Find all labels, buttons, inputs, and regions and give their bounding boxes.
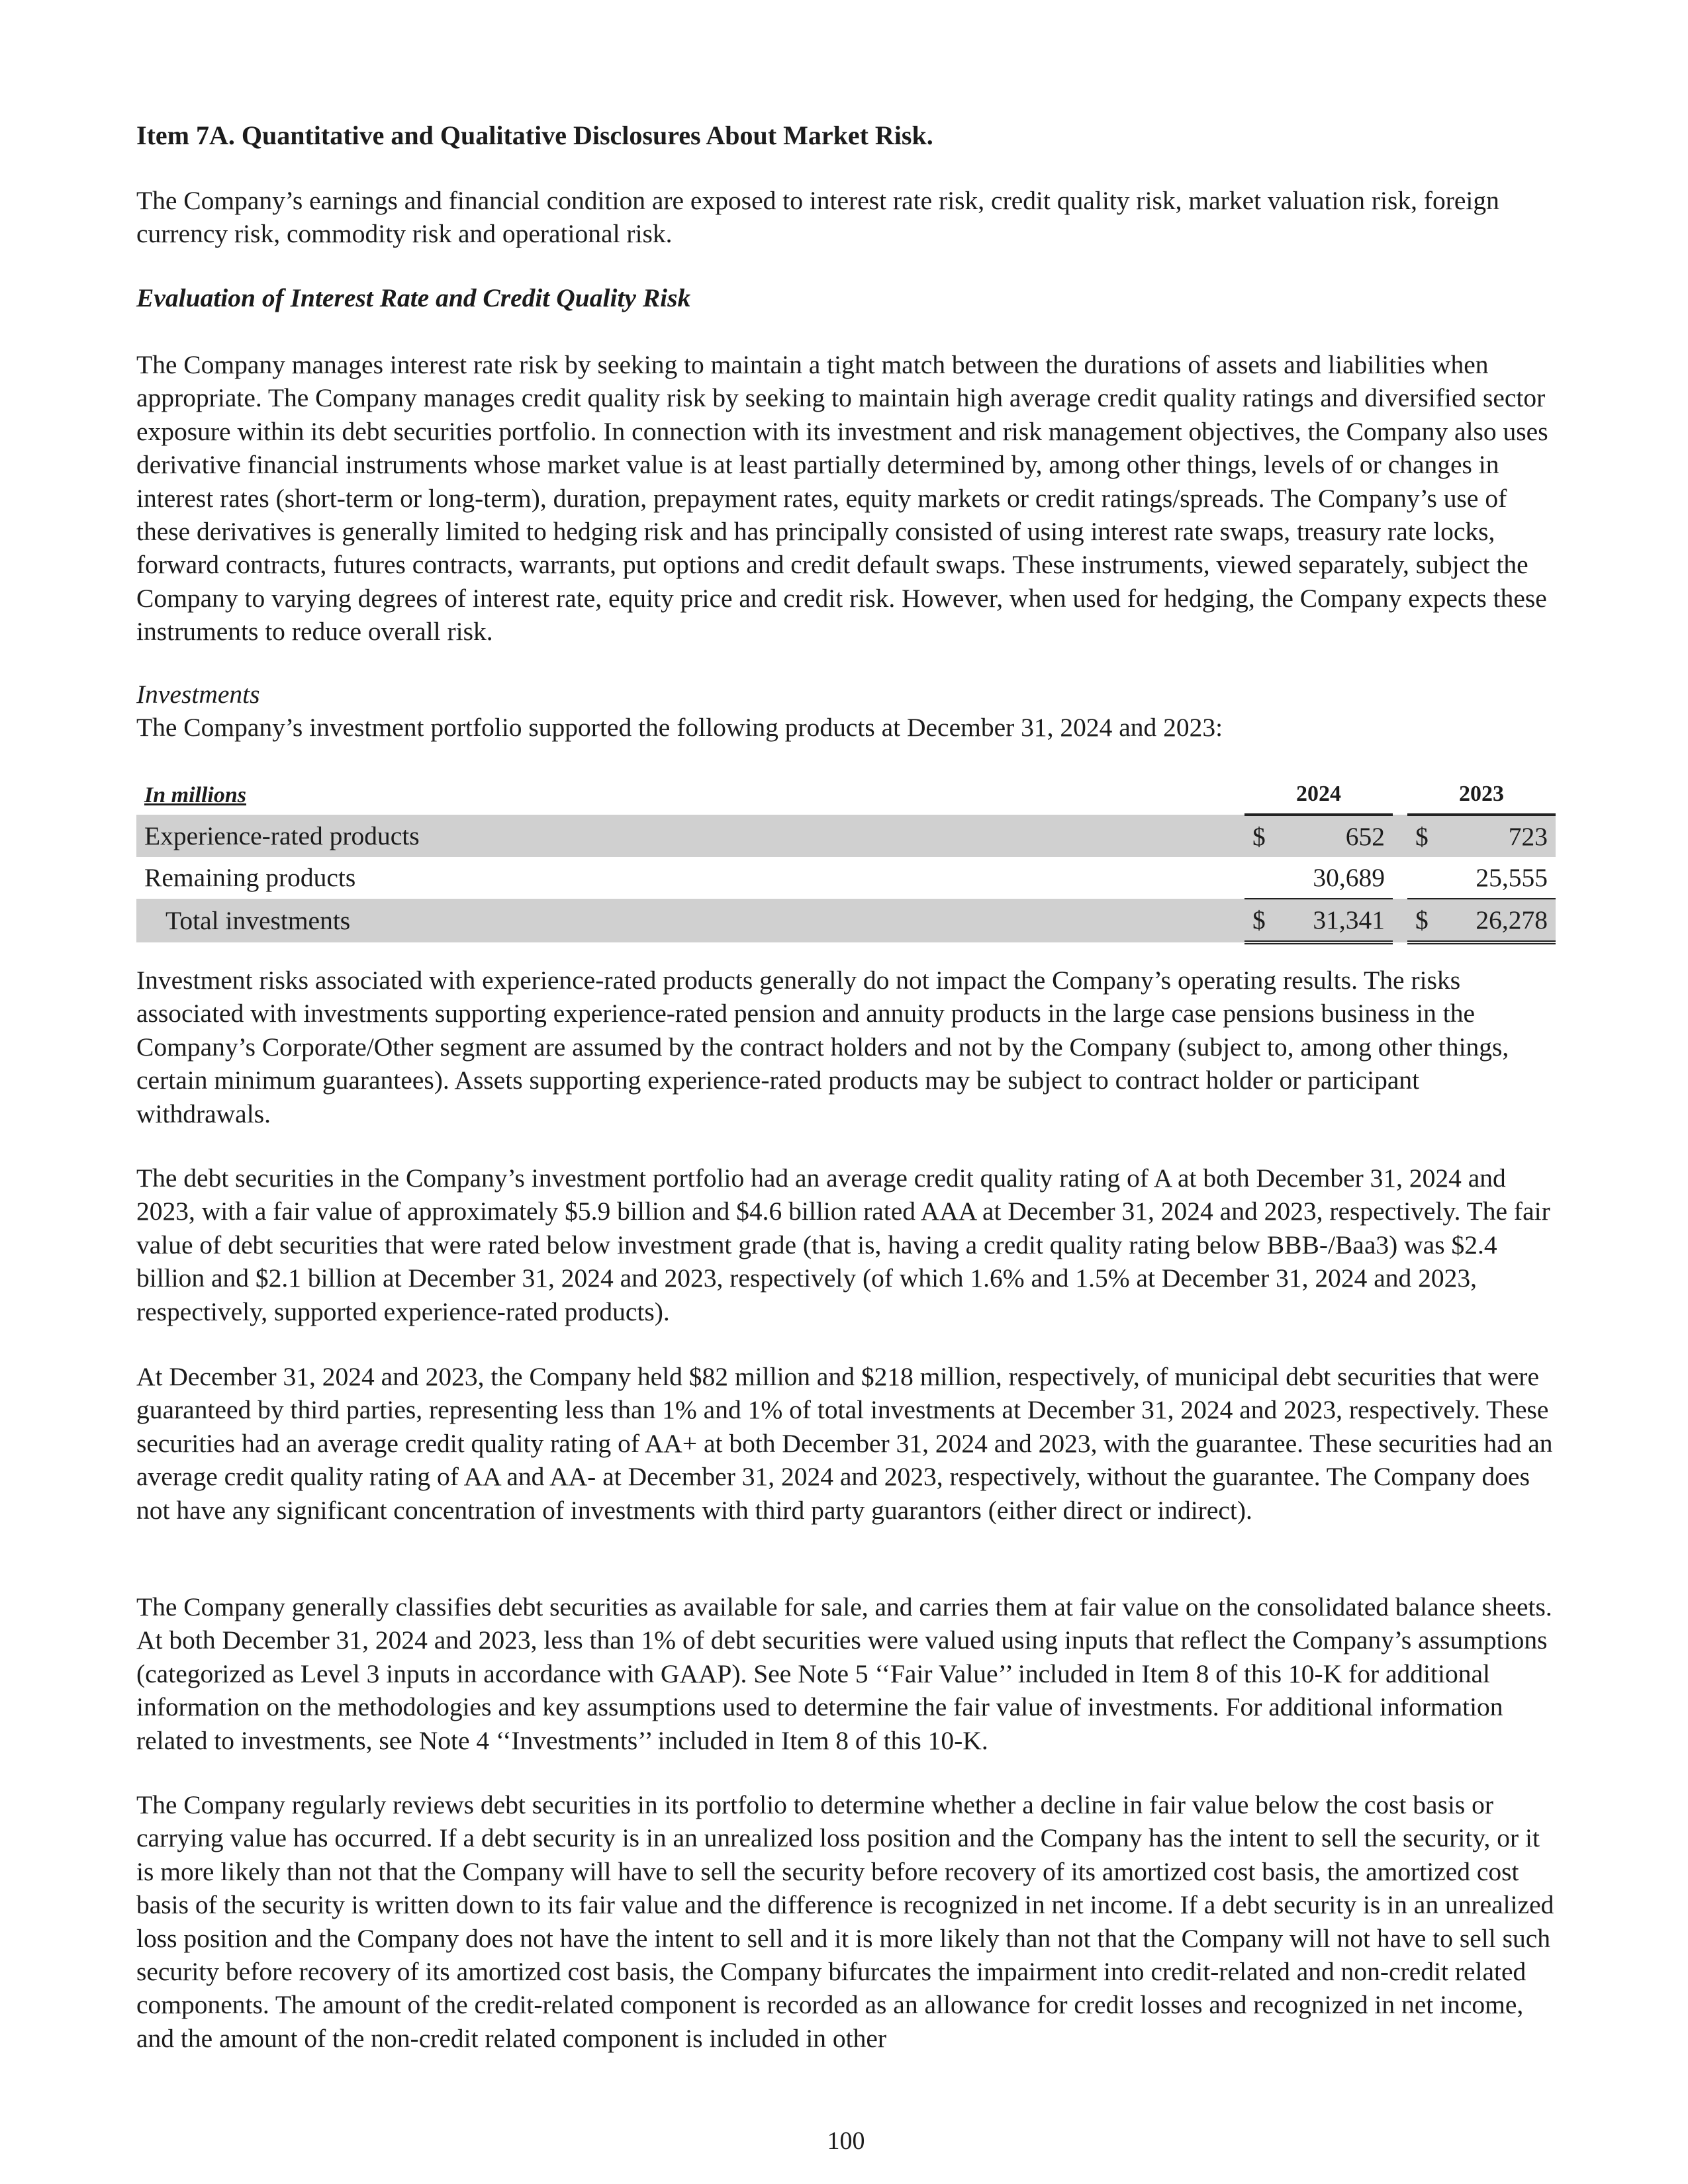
debt-securities-paragraph: The debt securities in the Company’s investment portfolio had an average credit quality rating of A at both December 31, 2024 and 2023, with a fair value of approximately $5.9 billion and $4.6 billion rated AAA at December 31, 2024 and 2023, respectively. The fair value of debt securities that were rated below investment grade (that is, having a credit quality rating below BBB-/Baa3) was $2.4 billion and $2.1 billion at December 31, 2024 and 2023, respectively (of which 1.6% and 1.5% at December 31, 2024 and 2023, respectively, supported experience-rated products). bbox=[136, 1163, 1550, 1326]
investments-heading: Investments bbox=[136, 680, 260, 709]
table-row bbox=[136, 857, 1556, 899]
table-row bbox=[136, 815, 1556, 857]
value-2023: 26,278 bbox=[1443, 899, 1556, 942]
row-label: Total investments bbox=[136, 899, 1244, 942]
subsection-heading: Evaluation of Interest Rate and Credit Quality Risk bbox=[136, 283, 691, 312]
section-heading: Item 7A. Quantitative and Qualitative Disclosures About Market Risk. bbox=[136, 120, 933, 150]
currency-symbol: $ bbox=[1407, 815, 1443, 857]
value-2024: 31,341 bbox=[1280, 899, 1393, 942]
table-total-row bbox=[136, 899, 1556, 942]
value-2023: 25,555 bbox=[1476, 862, 1548, 892]
row-label: Remaining products bbox=[144, 863, 356, 893]
investments-intro: The Company’s investment portfolio supported the following products at December 31, 2024 and 2023: bbox=[136, 713, 1223, 742]
investments-table bbox=[136, 771, 1556, 944]
currency-symbol: $ bbox=[1244, 815, 1280, 857]
unit-label: In millions bbox=[144, 782, 247, 807]
currency-symbol: $ bbox=[1407, 899, 1443, 942]
row-label: Experience-rated products bbox=[136, 815, 1244, 857]
impairment-review-paragraph: The Company regularly reviews debt securities in its portfolio to determine whether a decline in fair value below the cost basis or carrying value has occurred. If a debt security is in an unrealized loss position and the Company has the intent to sell the security, or it is more likely than not that the Company will have to sell the security before recovery of its amortized cost basis, the amortized cost basis of the security is written down to its fair value and the difference is recognized in net income. If a debt security is in an unrealized loss position and the Company does not have the intent to sell and it is more likely than not that the Company will not have to sell such security before recovery of its amortized cost basis, the Company bifurcates the impairment into credit-related and non-credit related components. The amount of the credit-related component is recorded as an allowance for credit losses and recognized in net income, and the amount of the non-credit related component is included in other bbox=[136, 1790, 1554, 2053]
value-2024: 652 bbox=[1280, 815, 1393, 857]
investment-risks-paragraph: Investment risks associated with experience-rated products generally do not impact the Company’s operating results. The risks associated with investments supporting experience-rated pension and annuity products in the large case pensions business in the Company’s Corporate/Other segment are assumed by the contract holders and not by the Company (subject to, among other things, certain minimum guarantees). Assets supporting experience-rated products may be subject to contract holder or participant withdrawals. bbox=[136, 966, 1509, 1128]
currency-symbol: $ bbox=[1244, 899, 1280, 942]
municipal-debt-paragraph: At December 31, 2024 and 2023, the Company held $82 million and $218 million, respectively, of municipal debt securities that were guaranteed by third parties, representing less than 1% and 1% of total investments at December 31, 2024 and 2023, respectively. These securities had an average credit quality rating of AA+ at both December 31, 2024 and 2023, with the guarantee. These securities had an average credit quality rating of AA and AA- at December 31, 2024 and 2023, respectively, without the guarantee. The Company does not have any significant concentration of investments with third party guarantors (either direct or indirect). bbox=[136, 1362, 1553, 1525]
intro-paragraph: The Company’s earnings and financial condition are exposed to interest rate risk, credit quality risk, market valuation risk, foreign currency risk, commodity risk and operational risk. bbox=[136, 186, 1499, 249]
page-number: 100 bbox=[827, 2127, 865, 2155]
interest-rate-paragraph: The Company manages interest rate risk by seeking to maintain a tight match between the durations of assets and liabilities when appropriate. The Company manages credit quality risk by seeking to maintain high average credit quality ratings and diversified sector exposure within its debt securities portfolio. In connection with its investment and risk management objectives, the Company also uses derivative financial instruments whose market value is at least partially determined by, among other things, levels of or changes in interest rates (short-term or long-term), duration, prepayment rates, equity markets or credit ratings/spreads. The Company’s use of these derivatives is generally limited to hedging risk and has principally consisted of using interest rate swaps, treasury rate locks, forward contracts, futures contracts, warrants, put options and credit default swaps. These instruments, viewed separately, subject the Company to varying degrees of interest rate, equity price and credit risk. However, when used for hedging, the Company expects these instruments to reduce overall risk. bbox=[136, 350, 1548, 647]
year-header-2023: 2023 bbox=[1407, 771, 1556, 815]
value-2023: 723 bbox=[1443, 815, 1556, 857]
year-header-2024: 2024 bbox=[1244, 771, 1393, 815]
table-header-row bbox=[136, 771, 1556, 815]
classification-paragraph: The Company generally classifies debt securities as available for sale, and carries them at fair value on the consolidated balance sheets. At both December 31, 2024 and 2023, less than 1% of debt securities were valued using inputs that reflect the Company’s assumptions (categorized as Level 3 inputs in accordance with GAAP). See Note 5 ‘‘Fair Value’’ included in Item 8 of this 10-K for additional information on the methodologies and key assumptions used to determine the fair value of investments. For additional information related to investments, see Note 4 ‘‘Investments’’ included in Item 8 of this 10-K. bbox=[136, 1592, 1552, 1755]
value-2024: 30,689 bbox=[1313, 862, 1385, 892]
